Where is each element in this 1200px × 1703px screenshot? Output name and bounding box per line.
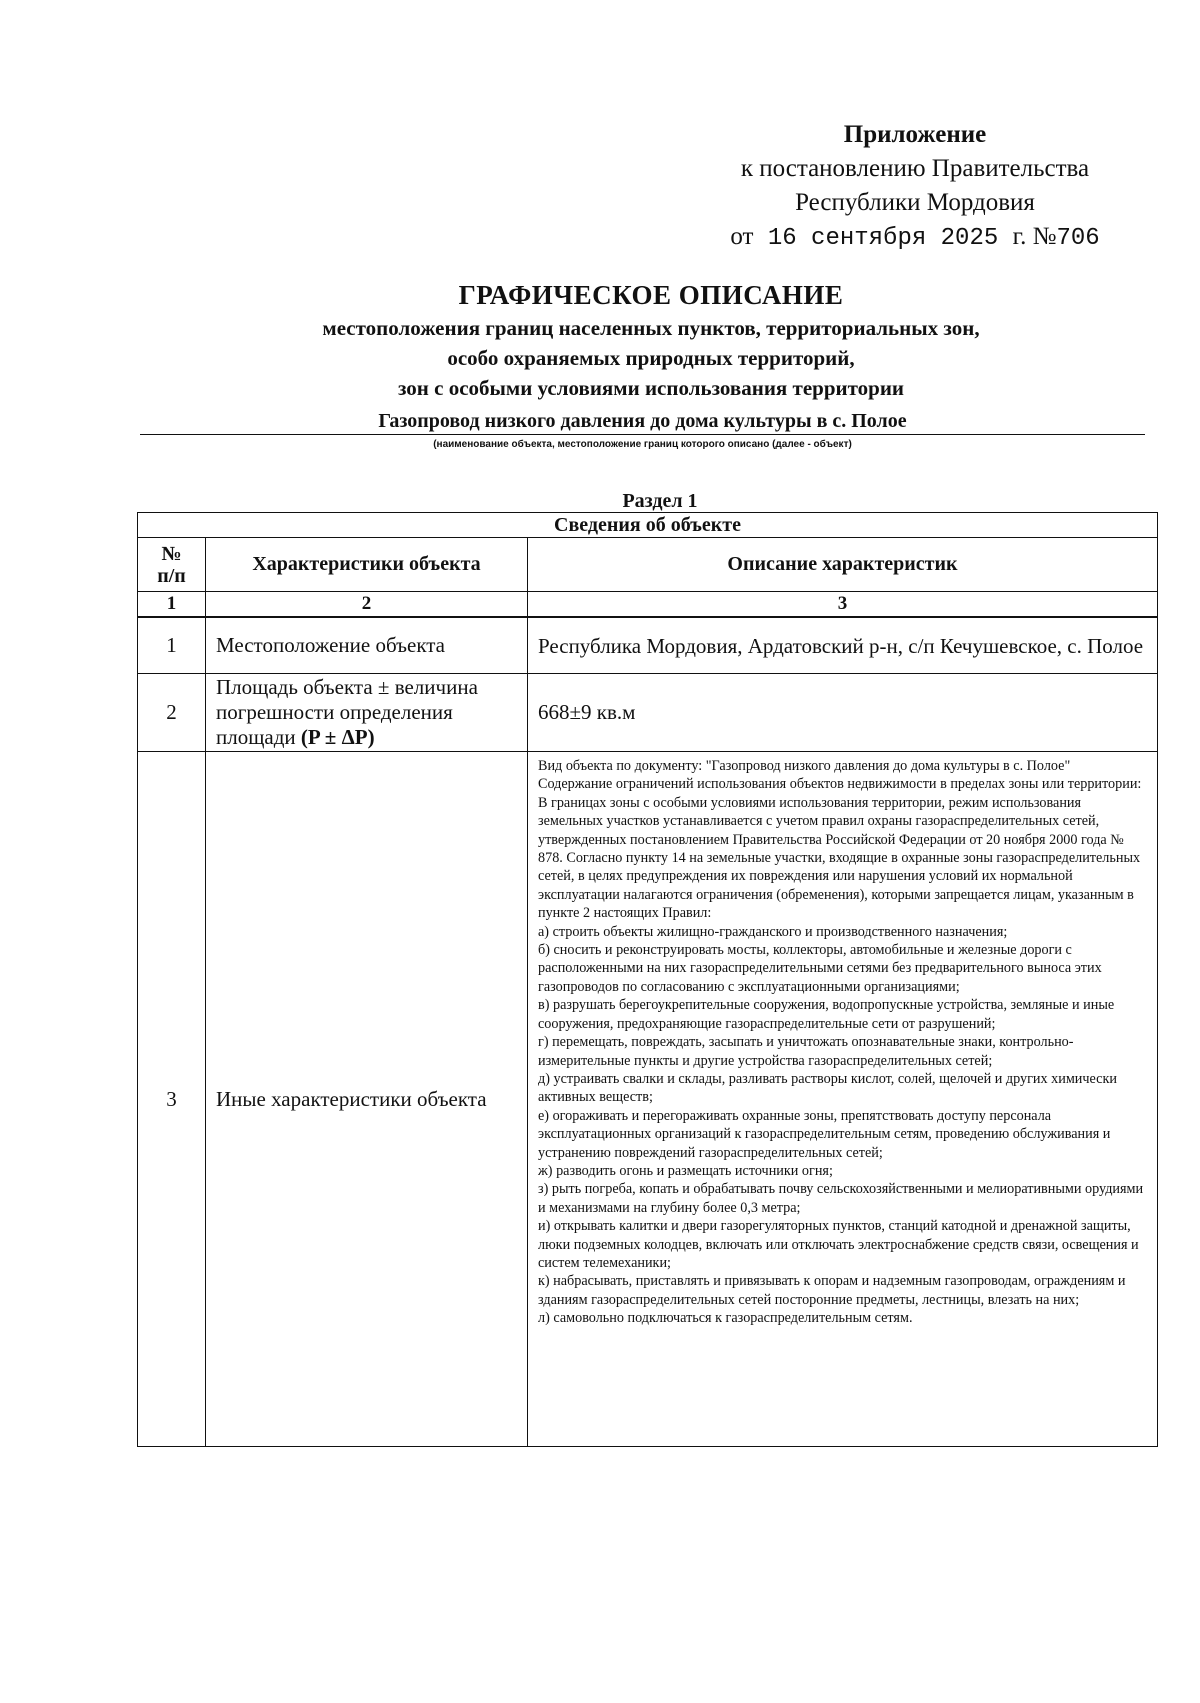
restriction-item: в) разрушать берегоукрепительные сооружения, водопропускные устройства, земляные и иные сооружения, предохраняющие газораспределительные сети от разрушений; — [538, 997, 1115, 1032]
decree-number: 706 — [1056, 225, 1100, 252]
document-subtitle — [136, 313, 1166, 403]
restriction-item: ж) разводить огонь и размещать источники огня; — [538, 1162, 833, 1179]
row-num: 2 — [138, 674, 206, 751]
row-characteristic-text: Площадь объекта ± величина погрешности определения площади — [216, 675, 478, 749]
table-heading: Сведения об объекте — [138, 513, 1157, 538]
row-num: 1 — [138, 618, 206, 673]
section-title: Раздел 1 — [622, 490, 698, 512]
restriction-item: а) строить объекты жилищно-гражданского и производственного назначения; — [538, 923, 1008, 940]
header-num — [138, 538, 206, 591]
appendix-line-2: Республики Мордовия — [795, 189, 1035, 216]
row-description — [528, 752, 1157, 1446]
document-title: ГРАФИЧЕСКОЕ ОПИСАНИЕ — [458, 280, 844, 310]
restriction-item: б) сносить и реконструировать мосты, коллекторы, автомобильные и железные дороги с расположенными на них газораспределительными сетями без предварительного выноса этих газопроводов по согласованию с эксплуатационными организациями; — [538, 942, 1102, 995]
subtitle-line: особо охраняемых природных территорий, — [447, 346, 855, 370]
restriction-item: Вид объекта по документу: "Газопровод низкого давления до дома культуры в с. Полое" — [538, 758, 1071, 774]
restriction-item: Содержание ограничений использования объектов недвижимости в пределах зоны или территории: В границах зоны с особыми условиями использования территории, режим использования земельных участков устанавливается с учетом правил охраны газораспределительных сетей, утвержденных постановлением Правительства Российской Федерации от 20 ноября 2000 года № 878. Согласно пункту 14 на земельные участки, входящие в охранные зоны газораспределительных сетей, в целях предупреждения их повреждения или нарушения условий их нормальной эксплуатации налагаются ограничения (обременения), которыми запрещается лицам, указанным в пункте 2 настоящих Правил: — [538, 776, 1142, 922]
row-characteristic: Иные характеристики объекта — [206, 752, 528, 1446]
appendix-block — [700, 118, 1130, 256]
column-numbers-row — [138, 592, 1157, 618]
table-header-row — [138, 538, 1157, 592]
date-suffix: г. № — [1012, 223, 1057, 250]
row-characteristic — [206, 674, 528, 751]
column-number: 3 — [837, 593, 848, 614]
restriction-item: и) открывать калитки и двери газорегуляторных пунктов, станций катодной и дренажной защиты, люки подземных колодцев, включать или отключать электроснабжение средств связи, освещения и систем телемеханики; — [538, 1218, 1139, 1271]
row-description: 668±9 кв.м — [538, 700, 636, 724]
restriction-item: д) устраивать свалки и склады, разливать растворы кислот, солей, щелочей и других химически активных веществ; — [538, 1070, 1117, 1106]
column-number: 1 — [138, 592, 206, 616]
table-row — [138, 618, 1157, 674]
header-description: Описание характеристик — [727, 553, 958, 575]
restriction-item: к) набрасывать, приставлять и привязывать к опорам и надземным газопроводам, ограждениям и зданиям газораспределительных сетей посторонние предметы, лестницы, влезать на них; — [538, 1273, 1126, 1308]
header-characteristics: Характеристики объекта — [206, 538, 528, 591]
object-name: Газопровод низкого давления до дома культуры в с. Полое — [140, 410, 1145, 435]
row-characteristic: Местоположение объекта — [206, 618, 528, 673]
restriction-item: г) перемещать, повреждать, засыпать и уничтожать опознавательные знаки, контрольно-измерительные пункты и другие устройства газораспределительных сетей; — [538, 1034, 1074, 1069]
table-row — [138, 752, 1157, 1446]
date-value: 16 сентября 2025 — [767, 225, 999, 252]
header-num-line2: п/п — [157, 564, 186, 587]
table-row — [138, 674, 1157, 752]
row-description: Республика Мордовия, Ардатовский р-н, с/п Кечушевское, с. Полое — [538, 633, 1144, 658]
appendix-line-1: к постановлению Правительства — [740, 155, 1090, 182]
restriction-item: л) самовольно подключаться к газораспределительным сетям. — [538, 1310, 913, 1327]
restriction-item: з) рыть погреба, копать и обрабатывать почву сельскохозяйственными и мелиоративными орудиями и механизмами на глубину более 0,3 метра; — [538, 1181, 1144, 1216]
object-caption: (наименование объекта, местоположение границ которого описано (далее - объект) — [433, 439, 852, 450]
row-characteristic-formula: (P ± ΔP) — [300, 725, 375, 749]
row-num: 3 — [138, 752, 206, 1446]
subtitle-line: зон с особыми условиями использования территории — [397, 376, 905, 400]
header-num-line1: № — [161, 542, 182, 565]
column-number: 2 — [206, 592, 528, 616]
restrictions-list — [538, 757, 1147, 1328]
subtitle-line: местоположения границ населенных пунктов, территориальных зон, — [322, 316, 980, 340]
object-info-table — [137, 512, 1158, 1447]
appendix-title: Приложение — [843, 121, 987, 148]
restriction-item: е) огораживать и перегораживать охранные зоны, препятствовать доступу персонала эксплуатационных организаций к газораспределительным сетям, проведению обслуживания и устранению повреждений газораспределительных сетей; — [538, 1107, 1111, 1161]
date-prefix: от — [730, 223, 754, 250]
appendix-date — [700, 220, 1130, 256]
